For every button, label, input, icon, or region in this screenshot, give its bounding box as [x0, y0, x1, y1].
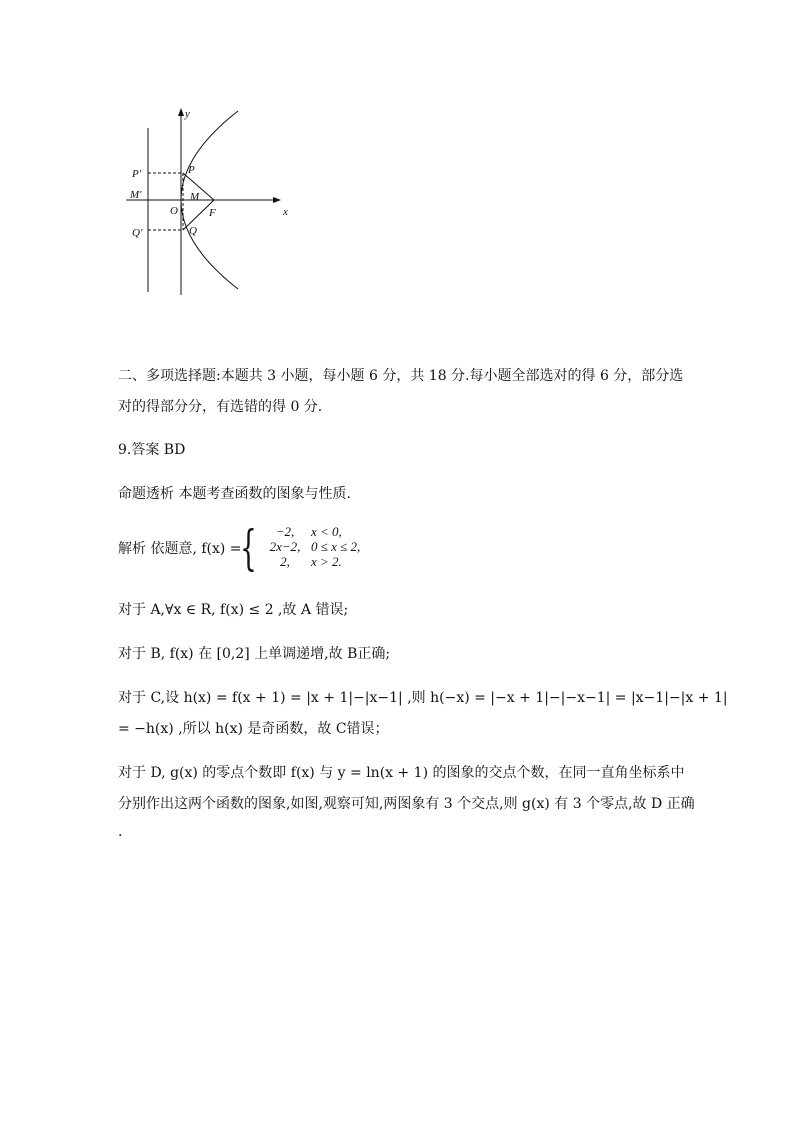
label-q: Q	[189, 225, 197, 237]
analysis-label: 解析 依题意, f(x) =	[118, 541, 242, 557]
parabola-figure	[118, 100, 308, 300]
label-x: x	[283, 206, 288, 218]
case-row: 2, x > 2.	[280, 554, 342, 569]
left-brace: {	[240, 520, 257, 576]
option-b-text: 对于 B, f(x) 在 [0,2] 上单调递增,故 B正确;	[118, 646, 391, 662]
label-p: P	[188, 164, 195, 176]
q9-intent: 命题透析 本题考查函数的图象与性质.	[118, 486, 351, 502]
x-axis-arrow	[273, 197, 281, 203]
y-axis-arrow	[178, 108, 184, 116]
section-heading-line2: 对的得部分分，有选错的得 0 分.	[118, 399, 323, 415]
label-f: F	[209, 207, 216, 219]
label-o: O	[170, 205, 178, 217]
option-d-line3: .	[118, 824, 123, 840]
label-y: y	[185, 108, 190, 120]
case-row: 2x−2, 0 ≤ x ≤ 2,	[269, 539, 361, 554]
option-c-line2: = −h(x) ,所以 h(x) 是奇函数，故 C错误；	[118, 721, 389, 737]
label-m: M	[190, 191, 200, 203]
piecewise-cases	[263, 524, 360, 569]
option-d-line1: 对于 D, g(x) 的零点个数即 f(x) 与 y = ln(x + 1) 的图象的交点个数，在同一直角坐标系中	[118, 765, 685, 781]
case-row: −2, x < 0,	[275, 524, 342, 539]
option-c-line1: 对于 C,设 h(x) = f(x + 1) = |x + 1|−|x−1| ,则 h(−x) = |−x + 1|−|−x−1| = |x−1|−|x + 1|	[118, 690, 728, 706]
label-p-prime: P′	[132, 168, 142, 180]
q9-answer: 9.答案 BD	[118, 442, 186, 458]
section-heading-line1: 二、多项选择题:本题共 3 小题，每小题 6 分，共 18 分.每小题全部选对的得 6 分，部分选	[118, 368, 684, 384]
option-a-text: 对于 A,∀x ∈ R, f(x) ≤ 2 ,故 A 错误;	[118, 602, 349, 618]
label-m-prime: M′	[130, 189, 142, 201]
label-q-prime: Q′	[132, 227, 143, 239]
option-d-line2: 分别作出这两个函数的图象,如图,观察可知,两图象有 3 个交点,则 g(x) 有 3 个零点,故 D 正确	[118, 796, 695, 812]
